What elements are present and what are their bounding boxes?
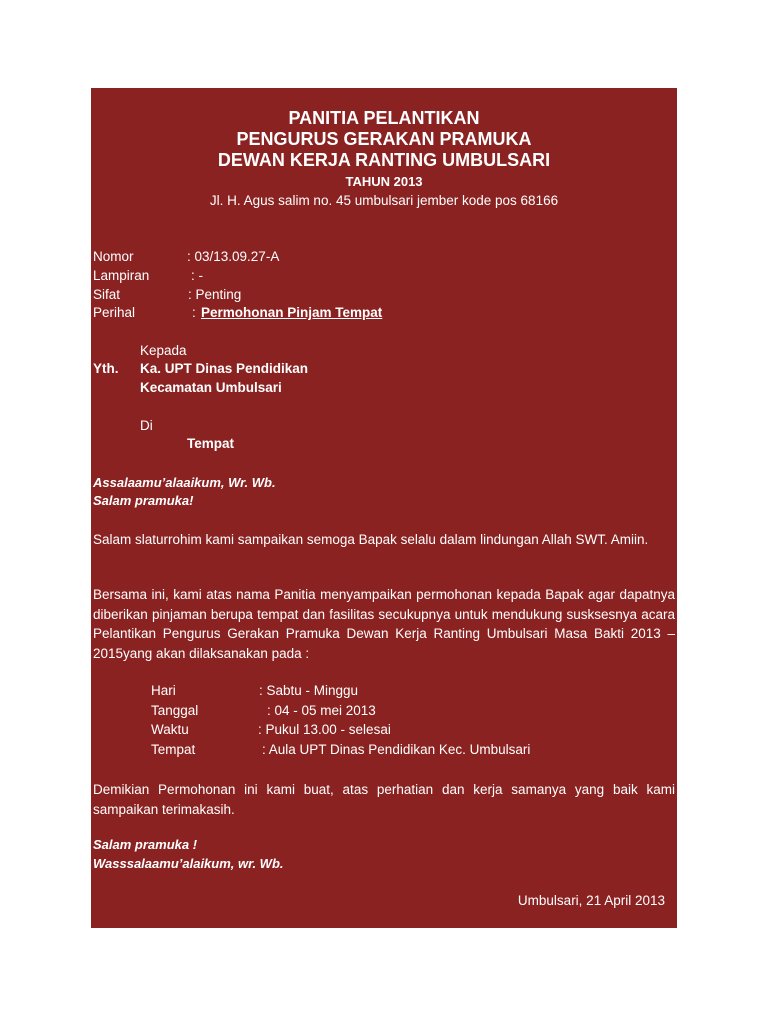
tempat-value: : Aula UPT Dinas Pendidikan Kec. Umbulsari [262, 742, 531, 757]
recipient-line-2: Kecamatan Umbulsari [140, 380, 282, 395]
di-label: Di [140, 418, 153, 433]
perihal-label: Perihal [93, 305, 136, 320]
header-title-3: DEWAN KERJA RANTING UMBULSARI [217, 150, 551, 170]
lampiran-value: : - [191, 268, 203, 283]
tempat-label: Tempat [151, 742, 196, 757]
header-address: Jl. H. Agus salim no. 45 umbulsari jember kode pos 68166 [209, 193, 559, 208]
tanggal-value: : 04 - 05 mei 2013 [267, 703, 376, 718]
perihal-colon: : [192, 305, 196, 320]
tanggal-label: Tanggal [151, 703, 199, 718]
closing-line-2: Wasssalaamu’alaikum, wr. Wb. [93, 856, 284, 871]
waktu-label: Waktu [151, 722, 189, 737]
header-title-2: PENGURUS GERAKAN PRAMUKA [236, 129, 532, 149]
nomor-value: : 03/13.09.27-A [187, 249, 280, 264]
recipient-line-1: Ka. UPT Dinas Pendidikan [140, 361, 309, 376]
letter-page [91, 88, 677, 928]
kepada-label: Kepada [140, 343, 187, 358]
header-title-1: PANITIA PELANTIKAN [288, 108, 480, 128]
hari-value: : Sabtu - Minggu [259, 683, 359, 698]
nomor-label: Nomor [93, 249, 134, 264]
hari-label: Hari [151, 683, 176, 698]
tempat-recipient: Tempat [187, 436, 235, 451]
paragraph-3: Demikian Permohonan ini kami buat, atas perhatian dan kerja samanya yang baik kami sampaikan terimakasih. [93, 782, 675, 817]
sifat-value: : Penting [188, 287, 242, 302]
perihal-value: Permohonan Pinjam Tempat [201, 305, 383, 320]
header-year: TAHUN 2013 [345, 174, 423, 189]
lampiran-label: Lampiran [93, 268, 150, 283]
paragraph-1: Salam slaturrohim kami sampaikan semoga Bapak selalu dalam lindungan Allah SWT. Amiin. [93, 532, 649, 547]
closing-line-1: Salam pramuka ! [93, 837, 198, 852]
paragraph-2: Bersama ini, kami atas nama Panitia menyampaikan permohonan kepada Bapak agar dapatnya diberikan pinjaman berupa tempat dan fasilitas secukupnya untuk mendukung susksesnya acara Pelantikan Pengurus Gerakan Pramuka Dewan Kerja Ranting Umbulsari Masa Bakti 2013 – 2015yang akan dilaksanakan pada : [93, 587, 675, 661]
greeting-line-1: Assalaamu’alaaikum, Wr. Wb. [93, 475, 276, 490]
sifat-label: Sifat [93, 287, 121, 302]
letter-date: Umbulsari, 21 April 2013 [517, 893, 665, 908]
yth-label: Yth. [93, 361, 119, 376]
greeting-line-2: Salam pramuka! [93, 493, 194, 508]
waktu-value: : Pukul 13.00 - selesai [258, 722, 391, 737]
